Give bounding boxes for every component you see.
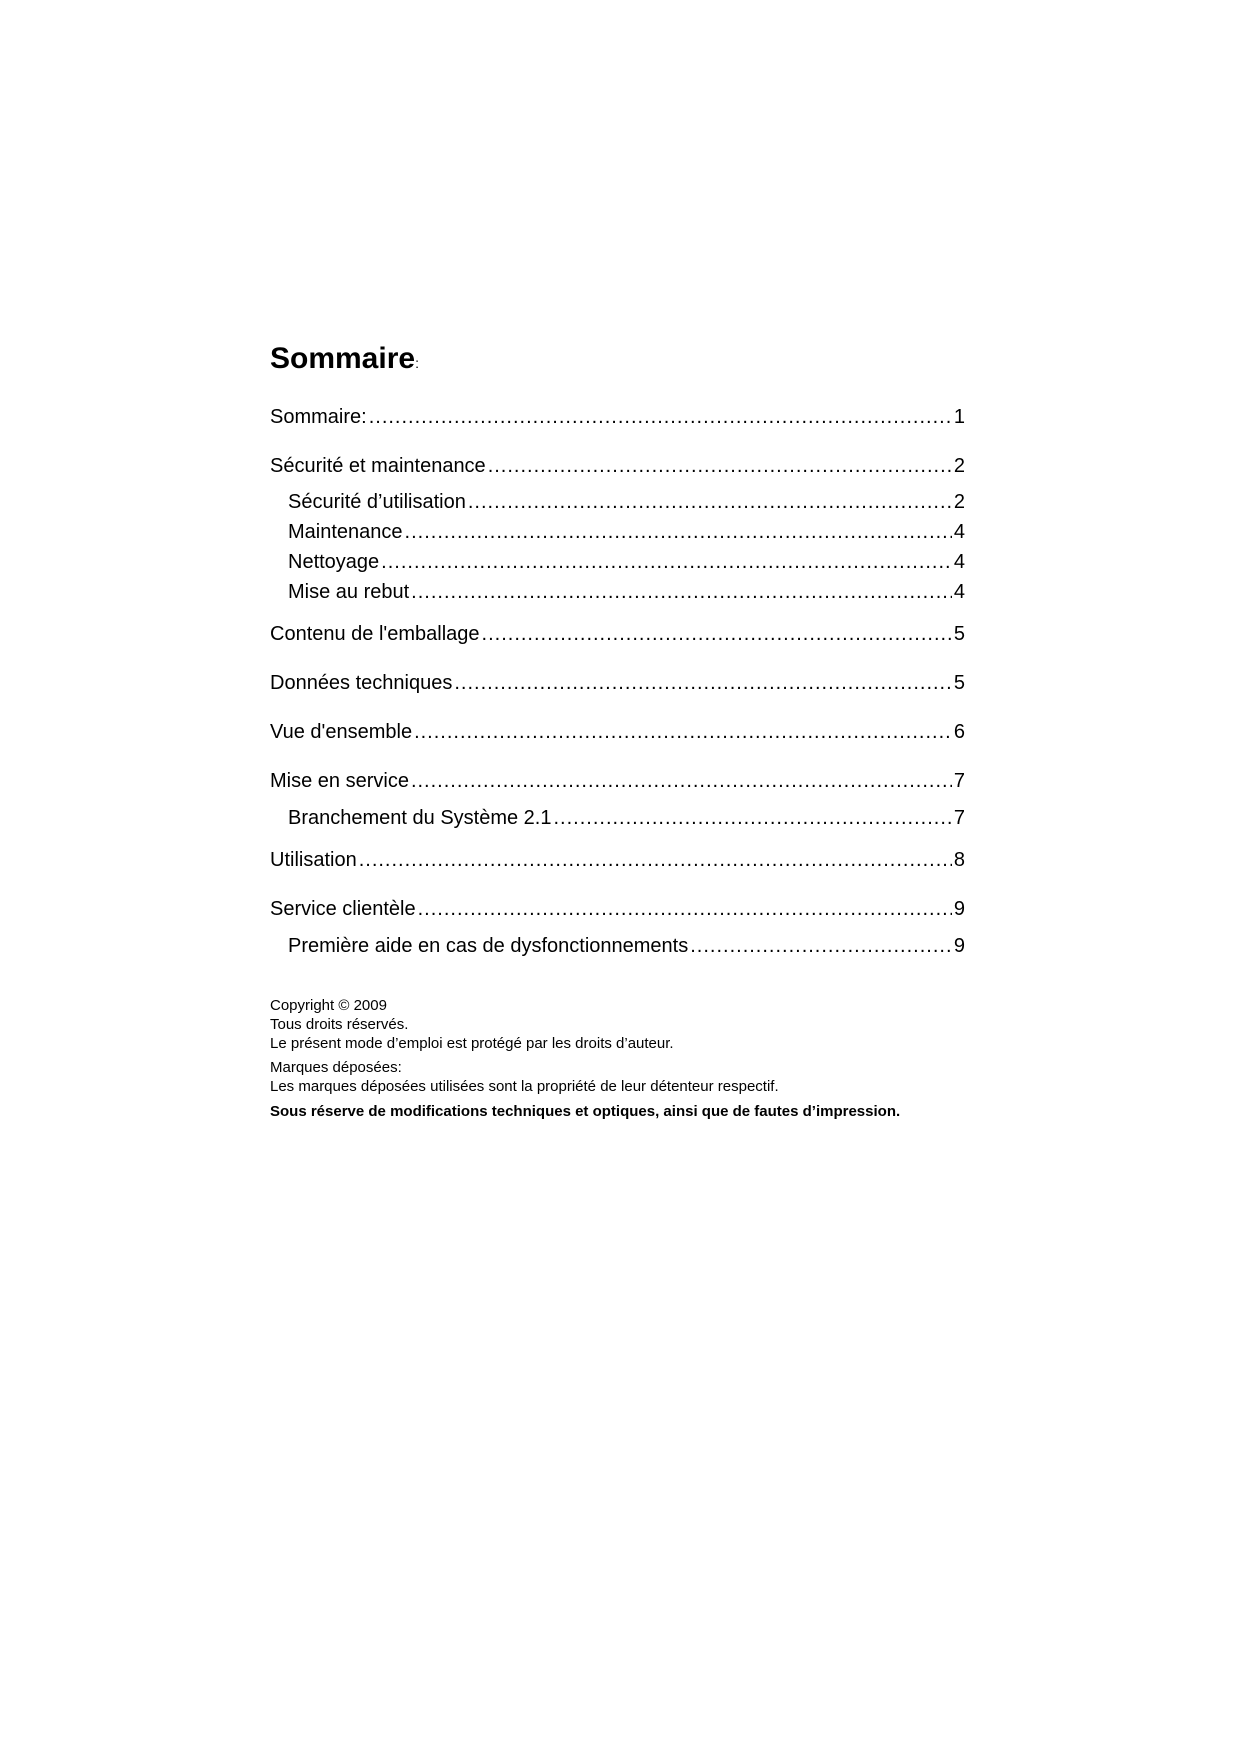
toc-entry-label: Nettoyage xyxy=(288,551,380,573)
toc-entry-page: 8 xyxy=(953,849,965,871)
toc-entry-page: 2 xyxy=(953,455,965,477)
toc-entry-label: Données techniques xyxy=(270,672,453,694)
page-title-text: Sommaire xyxy=(270,342,416,375)
document-page xyxy=(270,338,965,1120)
page-title xyxy=(270,338,965,380)
toc-entry-mise-en-service[interactable] xyxy=(270,768,965,794)
toc-entry-contenu-emballage[interactable] xyxy=(270,621,965,647)
toc-entry-label: Service clientèle xyxy=(270,898,416,920)
toc-leader-dots xyxy=(468,489,952,515)
toc-entry-label: Maintenance xyxy=(288,521,403,543)
toc-entry-nettoyage[interactable] xyxy=(288,549,965,575)
toc-entry-securite-maintenance[interactable] xyxy=(270,453,965,479)
toc-entry-label: Branchement du Système 2.1 xyxy=(288,807,552,829)
toc-entry-page: 1 xyxy=(953,406,965,428)
toc-entry-page: 4 xyxy=(953,581,965,603)
trademarks-text: Les marques déposées utilisées sont la propriété de leur détenteur respectif. xyxy=(270,1078,779,1095)
toc-entry-label: Utilisation xyxy=(270,849,357,871)
toc-entry-page: 2 xyxy=(953,491,965,513)
toc-leader-dots xyxy=(418,896,952,922)
trademarks-title: Marques déposées: xyxy=(270,1059,402,1076)
toc-leader-dots xyxy=(454,670,952,696)
rights-line: Tous droits réservés. xyxy=(270,1016,409,1033)
protection-line: Le présent mode d’emploi est protégé par les droits d’auteur. xyxy=(270,1035,674,1052)
toc-entry-maintenance[interactable] xyxy=(288,519,965,545)
toc-entry-page: 7 xyxy=(953,807,965,829)
toc-leader-dots xyxy=(369,404,952,430)
toc-entry-vue-ensemble[interactable] xyxy=(270,719,965,745)
toc-entry-label: Vue d'ensemble xyxy=(270,721,413,743)
toc-leader-dots xyxy=(690,933,952,959)
toc-leader-dots xyxy=(414,719,952,745)
toc-entry-securite-utilisation[interactable] xyxy=(288,489,965,515)
toc-entry-label: Mise en service xyxy=(270,770,409,792)
page-title-suffix: : xyxy=(415,355,419,371)
toc-entry-branchement[interactable] xyxy=(288,805,965,831)
copyright-line: Copyright © 2009 xyxy=(270,997,387,1014)
toc-entry-utilisation[interactable] xyxy=(270,847,965,873)
toc-leader-dots xyxy=(488,453,952,479)
toc-entry-label: Mise au rebut xyxy=(288,581,410,603)
toc-entry-page: 5 xyxy=(953,672,965,694)
toc-entry-premiere-aide[interactable] xyxy=(288,933,965,959)
toc-leader-dots xyxy=(482,621,952,647)
toc-entry-page: 5 xyxy=(953,623,965,645)
toc-entry-page: 9 xyxy=(953,898,965,920)
legal-notice xyxy=(270,996,990,1121)
toc-entry-label: Sommaire: xyxy=(270,406,367,428)
toc-entry-label: Contenu de l'emballage xyxy=(270,623,480,645)
toc-entry-page: 4 xyxy=(953,521,965,543)
toc-entry-page: 7 xyxy=(953,770,965,792)
toc-entry-donnees-techniques[interactable] xyxy=(270,670,965,696)
toc-entry-mise-au-rebut[interactable] xyxy=(288,579,965,605)
toc-entry-label: Sécurité d’utilisation xyxy=(288,491,466,513)
toc-entry-page: 4 xyxy=(953,551,965,573)
disclaimer-line: Sous réserve de modifications techniques et optiques, ainsi que de fautes d’impression. xyxy=(270,1103,901,1120)
toc-leader-dots xyxy=(411,579,952,605)
toc-leader-dots xyxy=(553,805,951,831)
toc-leader-dots xyxy=(411,768,952,794)
toc-entry-service-clientele[interactable] xyxy=(270,896,965,922)
toc-entry-sommaire[interactable] xyxy=(270,404,965,430)
toc-entry-page: 6 xyxy=(953,721,965,743)
toc-leader-dots xyxy=(381,549,952,575)
toc-entry-page: 9 xyxy=(953,935,965,957)
toc-leader-dots xyxy=(359,847,952,873)
toc-entry-label: Sécurité et maintenance xyxy=(270,455,486,477)
toc-leader-dots xyxy=(405,519,952,545)
toc-entry-label: Première aide en cas de dysfonctionnements xyxy=(288,935,689,957)
